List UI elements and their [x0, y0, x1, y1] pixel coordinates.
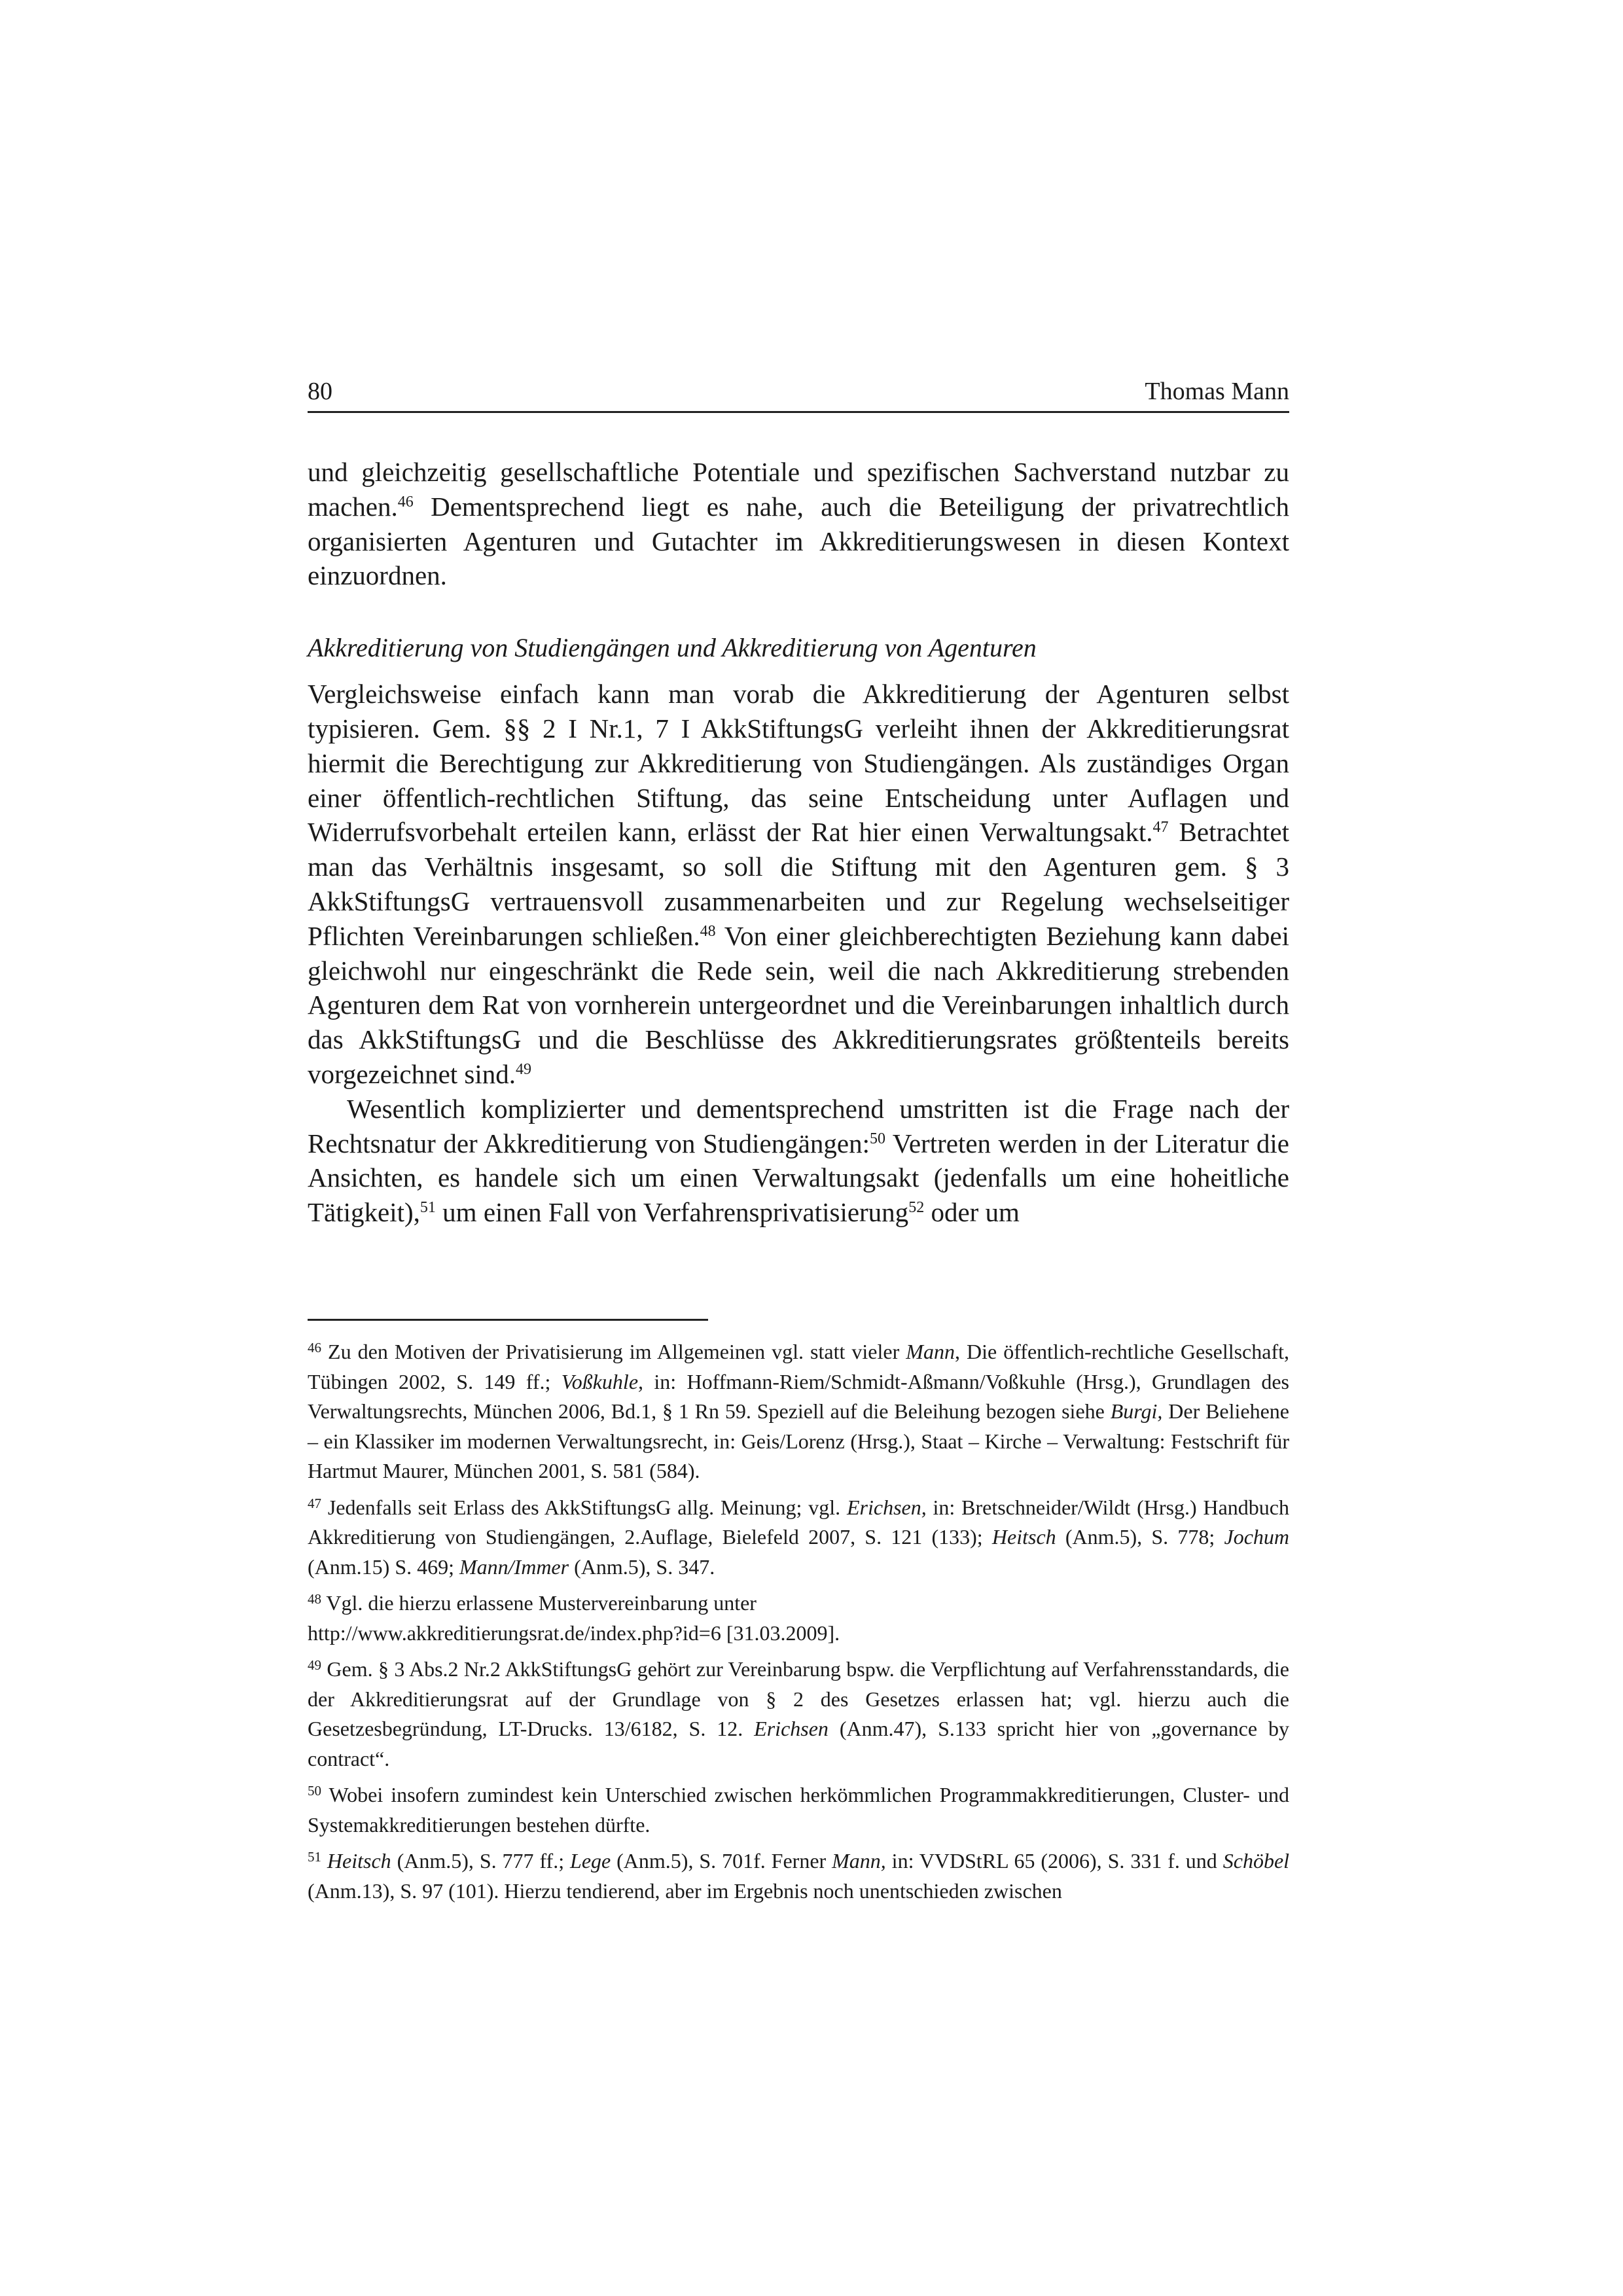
- footnote-number: 48: [308, 1591, 321, 1607]
- footnote-ref-50[interactable]: 50: [870, 1130, 886, 1147]
- author-name: Mann/Immer: [459, 1554, 569, 1579]
- footnote-ref-51[interactable]: 51: [419, 1199, 436, 1217]
- author-name: Erichsen: [754, 1717, 829, 1740]
- text: (Anm.13), S. 97 (101). Hierzu tendierend, aber im Ergebnis noch unentschieden zwischen: [308, 1878, 1062, 1903]
- footnote-48: [308, 1588, 1289, 1648]
- text: oder um: [924, 1197, 1020, 1228]
- author-name: Erichsen,: [846, 1495, 927, 1519]
- footnote-separator: [308, 1319, 708, 1321]
- text: (Anm.5), S. 701f. Ferner: [611, 1849, 832, 1873]
- text: Vgl. die hierzu erlassene Mustervereinbarung unter: [321, 1591, 757, 1615]
- author-name: Schöbel: [1222, 1849, 1290, 1873]
- running-head: Thomas Mann: [1145, 378, 1289, 405]
- author-name: Mann: [906, 1340, 955, 1363]
- text: Jedenfalls seit Erlass des AkkStiftungsG allg. Meinung; vgl.: [321, 1495, 847, 1519]
- author-name: Mann,: [832, 1849, 886, 1873]
- paragraph-1: [308, 455, 1289, 593]
- text: (Anm.15) S. 469;: [308, 1554, 459, 1579]
- main-text: [308, 455, 1289, 1230]
- author-name: Jochum: [1224, 1525, 1290, 1549]
- footnote-number: 46: [308, 1340, 321, 1355]
- text: , Die öffentlich-rechtliche Gesellschaft, Tübingen 2002, S. 149 ff.;: [308, 1340, 1289, 1393]
- paragraph-2: [308, 677, 1289, 1092]
- paragraph-3: [308, 1092, 1289, 1230]
- text: um einen Fall von Verfahrensprivatisierung: [435, 1197, 909, 1228]
- footnote-link[interactable]: http://www.akkreditierungsrat.de/index.php?id=6 [31.03.2009].: [308, 1621, 840, 1645]
- footnote-ref-52[interactable]: 52: [908, 1199, 925, 1217]
- text: Der Beliehene – ein Klassiker im modernen Verwaltungsrecht, in: Geis/Lorenz (Hrsg.), Staat – Kirche – Verwaltung: Festschrift für Hartmut Maurer, München 2001, S. 581 (584).: [308, 1399, 1290, 1482]
- text: in: VVDStRL 65 (2006), S. 331 f. und: [885, 1849, 1223, 1873]
- footnote-number: 50: [308, 1783, 321, 1799]
- author-name: Heitsch: [327, 1849, 391, 1873]
- text: Wesentlich komplizierter und dementsprechend umstritten ist die Frage nach der Rechtsnatur der Akkreditierung von Studiengängen:: [308, 1093, 1289, 1158]
- text: (Anm.47), S.133 spricht hier von „governance by contract“.: [308, 1717, 1289, 1770]
- page-number: 80: [308, 378, 332, 405]
- text: in: Hoffmann-Riem/Schmidt-Aßmann/Voßkuhle (Hrsg.), Grundlagen des Verwaltungsrechts, München 2006, Bd.1, § 1 Rn 59. Speziell auf die Beleihung bezogen siehe: [308, 1369, 1290, 1423]
- page-header: [308, 374, 1289, 413]
- text: (Anm.5), S. 778;: [1056, 1525, 1224, 1549]
- footnote-ref-48[interactable]: 48: [700, 922, 716, 940]
- text: Von einer gleichberechtigten Beziehung kann dabei gleichwohl nur eingeschränkt die Rede sein, weil die nach Akkreditierung strebenden Agenturen dem Rat von vornherein untergeordnet und die Vereinbarungen inhaltlich durch das AkkStiftungsG und die Beschlüsse des Akkreditierungsrates größtenteils bereits vorgezeichnet sind.: [308, 920, 1289, 1089]
- author-name: Heitsch: [991, 1525, 1056, 1549]
- footnote-47: [308, 1493, 1289, 1583]
- text: Betrachtet man das Verhältnis insgesamt, so soll die Stiftung mit den Agenturen gem. § 3 AkkStiftungsG vertrauensvoll zusammenarbeiten und zur Regelung wechselseitiger Pflichten Vereinbarungen schließen.: [308, 817, 1289, 951]
- text: Zu den Motiven der Privatisierung im Allgemeinen vgl. statt vieler: [321, 1340, 906, 1363]
- footnote-ref-49[interactable]: 49: [516, 1060, 532, 1078]
- text: und gleichzeitig gesellschaftliche Potentiale und spezifischen Sachverstand nutzbar zu machen.: [308, 457, 1289, 522]
- text: Vergleichsweise einfach kann man vorab die Akkreditierung der Agenturen selbst typisieren. Gem. §§ 2 I Nr.1, 7 I AkkStiftungsG verleiht ihnen der Akkreditierungsrat hiermit die Berechtigung zur Akkreditierung von Studiengängen. Als zuständiges Organ einer öffentlich-rechtlichen Stiftung, das seine Entscheidung unter Auflagen und Widerrufsvorbehalt erteilen kann, erlässt der Rat hier einen Verwaltungsakt.: [308, 679, 1289, 848]
- footnote-46: [308, 1337, 1289, 1486]
- footnote-50: [308, 1780, 1289, 1840]
- author-name: Burgi,: [1110, 1399, 1163, 1423]
- text: Dementsprechend liegt es nahe, auch die Beteiligung der privatrechtlich organisierten Agenturen und Gutachter im Akkreditierungswesen in diesen Kontext einzuordnen.: [308, 491, 1289, 591]
- footnote-49: [308, 1655, 1289, 1774]
- footnote-number: 47: [308, 1495, 321, 1511]
- text: (Anm.5), S. 777 ff.;: [391, 1849, 571, 1873]
- text: in: Bretschneider/Wildt (Hrsg.) Handbuch Akkreditierung von Studiengängen, 2.Auflage, Bielefeld 2007, S. 121 (133);: [308, 1495, 1290, 1549]
- text: Wobei insofern zumindest kein Unterschied zwischen herkömmlichen Programmakkreditierungen, Cluster- und Systemakkreditierungen bestehen dürfte.: [308, 1783, 1289, 1837]
- footnote-number: 49: [308, 1657, 321, 1673]
- text: Gem. § 3 Abs.2 Nr.2 AkkStiftungsG gehört zur Vereinbarung bspw. die Verpflichtung auf Verfahrensstandards, die der Akkreditierungsrat auf der Grundlage von § 2 des Gesetzes erlassen hat; vgl. hierzu auch die Gesetzesbegründung, LT-Drucks. 13/6182, S. 12.: [308, 1657, 1289, 1740]
- footnote-number: 51: [308, 1849, 321, 1865]
- footnote-51: [308, 1846, 1289, 1906]
- section-heading: Akkreditierung von Studiengängen und Akkreditierung von Agenturen: [308, 633, 1037, 663]
- footnote-ref-46[interactable]: 46: [397, 493, 414, 511]
- author-name: Voßkuhle,: [561, 1369, 644, 1393]
- text: (Anm.5), S. 347.: [569, 1554, 715, 1579]
- text: Vertreten werden in der Literatur die Ansichten, es handele sich um einen Verwaltungsakt (jedenfalls um eine hoheitliche Tätigkeit),: [308, 1128, 1289, 1228]
- footnotes: [308, 1337, 1289, 1912]
- author-name: Lege: [570, 1849, 611, 1873]
- footnote-ref-47[interactable]: 47: [1152, 819, 1169, 836]
